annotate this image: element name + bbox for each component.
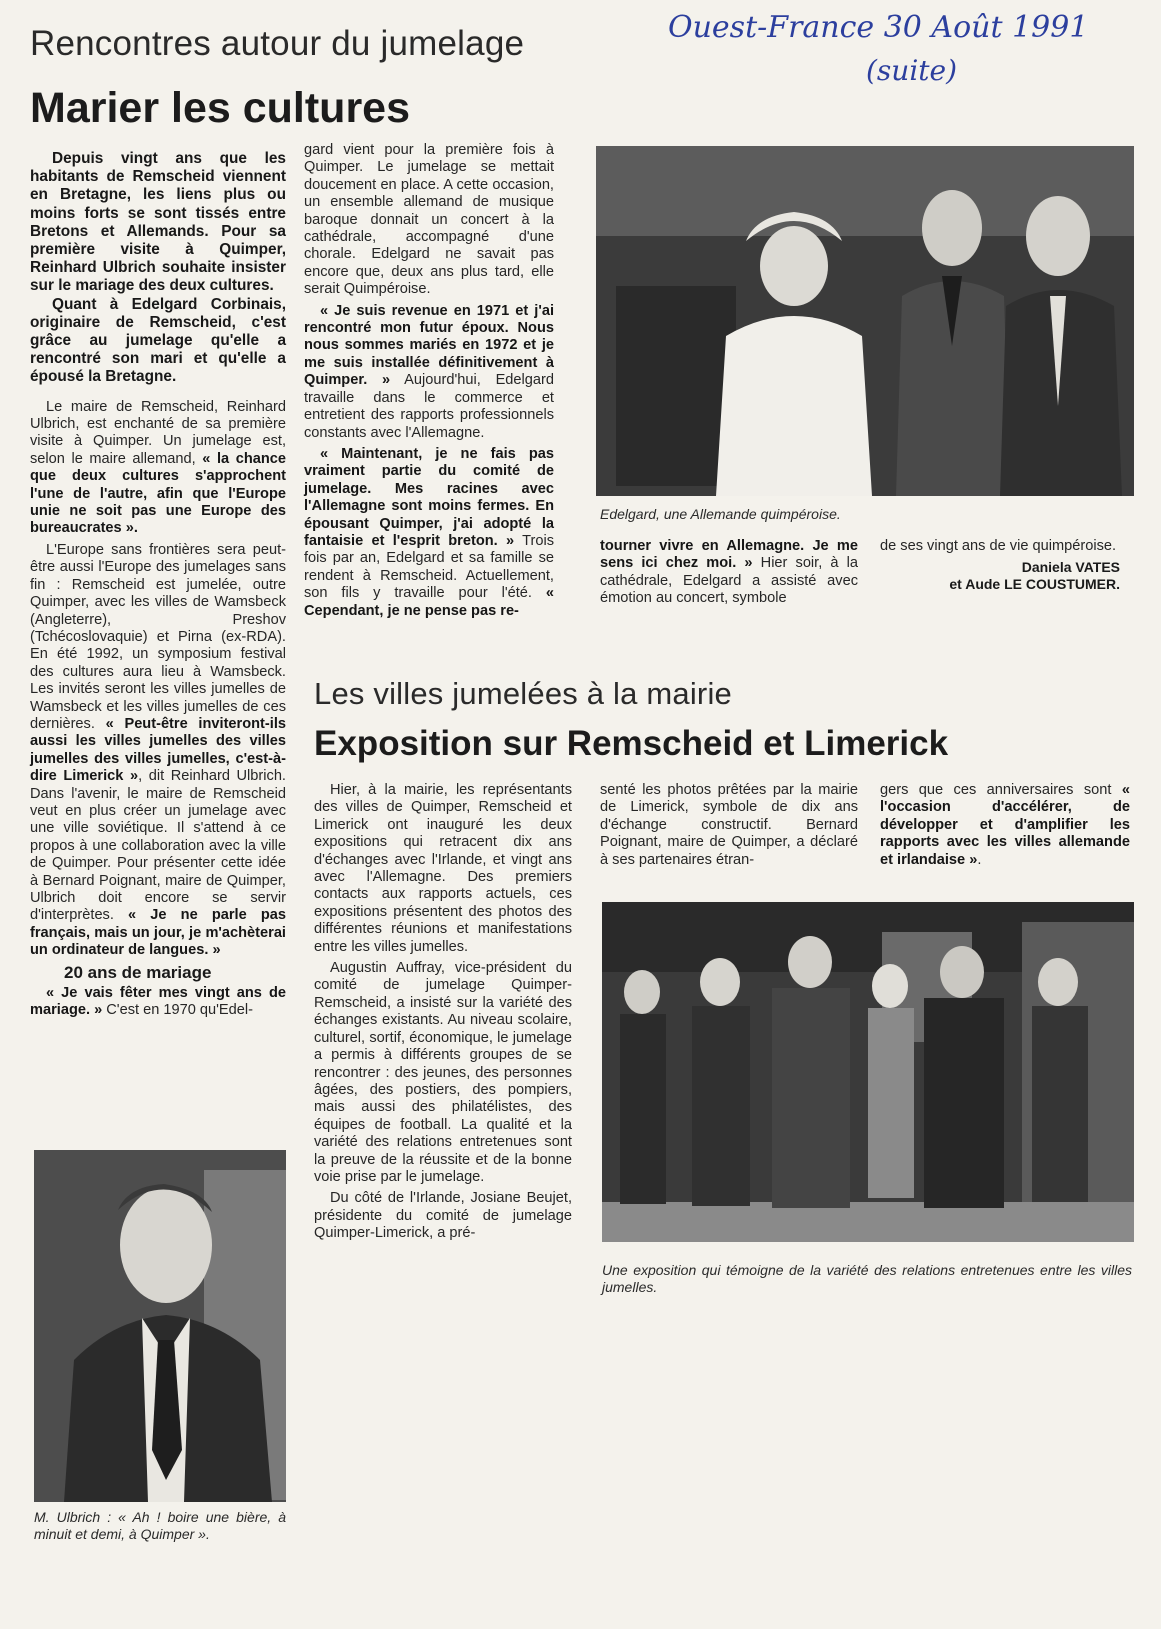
lead-paragraph: Depuis vingt ans que les habitants de Remscheid viennent en Bretagne, les liens plus ou moins forts se sont tissés entre Bretons et Allemands. Pour sa première visite à Quimper, Reinhard Ulbrich souhaite insister sur le mariage des deux cultures. bbox=[30, 150, 286, 295]
article2-kicker: Les villes jumelées à la mairie bbox=[314, 676, 732, 711]
article1-column-4 bbox=[880, 538, 1130, 593]
portrait-image-icon bbox=[34, 1150, 286, 1502]
exposition-photo-image-icon bbox=[602, 902, 1134, 1242]
lead-paragraph: Quant à Edelgard Corbinais, originaire de Remscheid, c'est grâce au jumelage qu'elle a rencontré son mari et qu'elle a épousé la Bretagne. bbox=[30, 295, 286, 386]
body-paragraph: « Maintenant, je ne fais pas vraiment partie du comité de jumelage. Mes racines avec l'Allemagne sont moins fermes. En épousant Quimper, j'ai adopté la fantaisie et l'esprit breton. » Trois fois par an, Edelgard et sa famille se rendent à Remscheid. Actuellement, son fils y travaille pour l'été. « Cependant, je ne pense pas re- bbox=[304, 445, 554, 619]
article1-signature bbox=[880, 559, 1130, 593]
article1-lead bbox=[30, 150, 286, 387]
body-paragraph: Hier, à la mairie, les représentants des villes de Quimper, Remscheid et Limerick ont inauguré les deux expositions qui retracent dix ans d'échanges avec l'Irlande, et vingt ans avec l'Allemagne. Des premiers contacts aux rapports actuels, ces expositions présentent des photos des différentes réunions et manifestations entre les villes jumelles. bbox=[314, 782, 572, 955]
article1-kicker: Rencontres autour du jumelage bbox=[30, 24, 525, 63]
body-paragraph: senté les photos prêtées par la mairie de Limerick, symbole de dix ans d'échange constructif. Bernard Poignant, maire de Quimper, a déclaré à ses partenaires étran- bbox=[600, 782, 858, 868]
body-paragraph: Augustin Auffray, vice-président du comité de jumelage Quimper-Remscheid, a insisté sur la variété des échanges existants. Au niveau scolaire, culturel, sortif, économique, le jumelage a permis à différents groupes de se rencontrer : des jeunes, des personnes âgées, des postiers, des pompiers, mais aussi des philatélistes, des équipes de football. La qualité et la variété des relations entretenues sont la preuve de la réussite et de la bonne voie prise par le jumelage. bbox=[314, 960, 572, 1185]
article1-column-3 bbox=[600, 538, 858, 612]
body-paragraph: gers que ces anniversaires sont « l'occasion d'accélérer, de développer et d'amplifier les rapports avec les villes allemande et irlandaise ». bbox=[880, 782, 1130, 868]
article2-column-1 bbox=[314, 782, 572, 1247]
article2-title: Exposition sur Remscheid et Limerick bbox=[314, 724, 949, 763]
body-paragraph: « Je vais fêter mes vingt ans de mariage. » C'est en 1970 qu'Edel- bbox=[30, 985, 286, 1019]
body-paragraph: L'Europe sans frontières sera peut-être aussi l'Europe des jumelages sans fin : Remscheid est jumelée, outre Quimper, avec les villes de Wamsbeck (Angleterre), Preshov (Tchécoslovaquie) et Pirna (ex-RDA). En été 1992, un symposium festival des cultures aura lieu à Wamsbeck. Les invités seront les villes jumelles de Wamsbeck et les villes jumelles de ces dernières. « Peut-être inviteront-ils aussi les villes jumelles des villes jumelles des villes jumelles, c'est-à-dire Limerick », dit Reinhard Ulbrich. Dans l'avenir, le maire de Remscheid veut en plus créer un jumelage avec une ville soviétique. Il s'attend à ce propos à une collaboration avec la ville de Quimper. Pour présenter cette idée à Bernard Poignant, maire de Quimper, Ulbrich doit encore se servir d'interprètes. « Je ne parle pas français, mais un jour, je m'achèterai un ordinateur de langues. » bbox=[30, 541, 286, 959]
author-name: Daniela VATES bbox=[1021, 559, 1120, 576]
article1-title: Marier les cultures bbox=[30, 84, 411, 132]
ulbrich-portrait-photo bbox=[34, 1150, 286, 1502]
edelgard-photo-caption: Edelgard, une Allemande quimpéroise. bbox=[600, 506, 841, 522]
body-paragraph: tourner vivre en Allemagne. Je me sens ici chez moi. » Hier soir, à la cathédrale, Edelgard a assisté avec émotion au concert, symbole bbox=[600, 538, 858, 607]
exposition-photo-caption: Une exposition qui témoigne de la variété des relations entretenues entre les villes jumelles. bbox=[602, 1262, 1132, 1295]
body-paragraph: de ses vingt ans de vie quimpéroise. bbox=[880, 538, 1117, 554]
body-paragraph: Du côté de l'Irlande, Josiane Beujet, présidente du comité de jumelage Quimper-Limerick, a pré- bbox=[314, 1190, 572, 1242]
exposition-group-photo bbox=[602, 902, 1134, 1242]
article2-column-3 bbox=[880, 782, 1130, 873]
body-paragraph: Le maire de Remscheid, Reinhard Ulbrich, est enchanté de sa première visite à Quimper. Un jumelage est, selon le maire allemand, « la chance que deux cultures s'approchent l'une de l'autre, afin que l'Europe unie ne soit pas une Europe des bureaucrates ». bbox=[30, 398, 286, 537]
handwritten-suite-note: (suite) bbox=[866, 54, 958, 87]
article1-column-1 bbox=[30, 150, 286, 1024]
article2-column-2 bbox=[600, 782, 858, 873]
portrait-caption: M. Ulbrich : « Ah ! boire une bière, à minuit et demi, à Quimper ». bbox=[34, 1509, 286, 1542]
author-name: et Aude LE COUSTUMER. bbox=[949, 576, 1120, 593]
group-photo-image-icon bbox=[596, 146, 1134, 496]
edelgard-group-photo bbox=[596, 146, 1134, 496]
body-paragraph: « Je suis revenue en 1971 et j'ai rencontré mon futur époux. Nous nous sommes mariés en 1972 et je me suis installée définitivement à Quimper. » Aujourd'hui, Edelgard travaille dans le commerce et entretient des rapports professionnels constants avec l'Allemagne. bbox=[304, 302, 554, 441]
handwritten-source-note: Ouest-France 30 Août 1991 bbox=[668, 10, 1089, 45]
subheading: 20 ans de mariage bbox=[64, 962, 212, 982]
article1-column-2 bbox=[304, 142, 554, 624]
body-paragraph: gard vient pour la première fois à Quimper. Le jumelage se mettait doucement en place. A cette occasion, un ensemble allemand de musique baroque donnait un concert à la cathédrale, accompagné d'une chorale. Edelgard ne savait pas encore que, deux ans plus tard, elle serait Quimpéroise. bbox=[304, 142, 554, 298]
